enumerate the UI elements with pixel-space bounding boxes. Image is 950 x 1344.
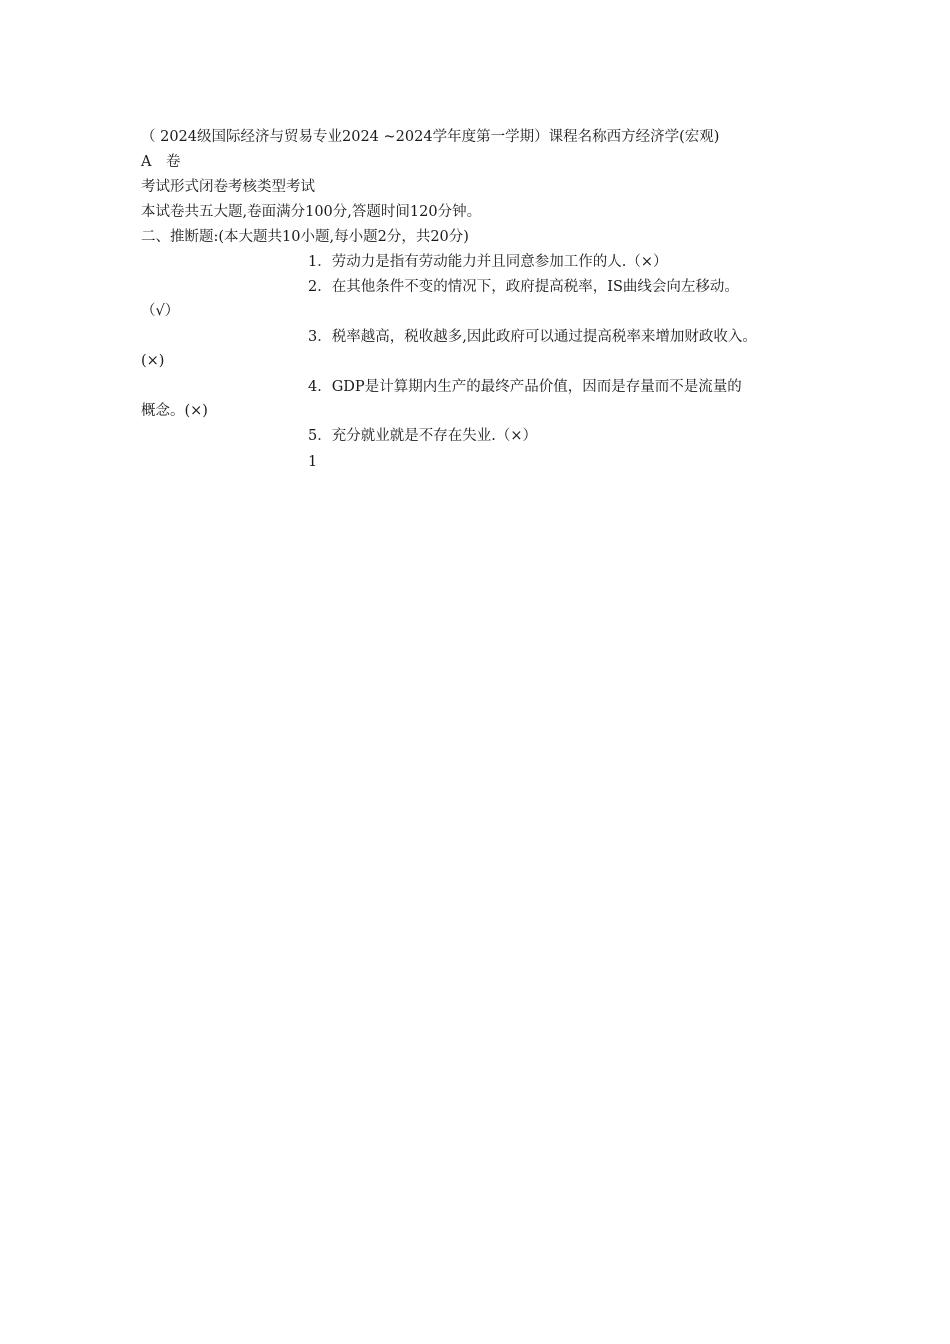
section-heading: 二、推断题:(本大题共10小题,每小题2分，共20分): [141, 229, 469, 245]
instructions-line: 本试卷共五大题,卷面满分100分,答题时间120分钟。: [141, 204, 482, 220]
question-3: 3．税率越高，税收越多,因此政府可以通过提高税率来增加财政收入。: [308, 329, 757, 345]
course-title-line: （ 2024级国际经济与贸易专业2024 ~2024学年度第一学期）课程名称西方经济学(宏观): [141, 129, 720, 145]
exam-form-line: 考试形式闭卷考核类型考试: [141, 179, 315, 195]
paper-variant: A 卷: [141, 154, 181, 170]
question-3-answer: (×): [141, 353, 165, 369]
question-2: 2．在其他条件不变的情况下，政府提高税率，IS曲线会向左移动。: [308, 279, 739, 295]
page-number: 1: [308, 454, 318, 470]
question-4: 4．GDP是计算期内生产的最终产品价值，因而是存量而不是流量的: [308, 379, 742, 395]
question-5: 5．充分就业就是不存在失业.（×）: [308, 428, 537, 444]
question-2-answer: （√）: [141, 303, 180, 319]
question-1: 1．劳动力是指有劳动能力并且同意参加工作的人.（×）: [308, 254, 668, 270]
question-4-continuation: 概念。(×): [141, 403, 208, 419]
